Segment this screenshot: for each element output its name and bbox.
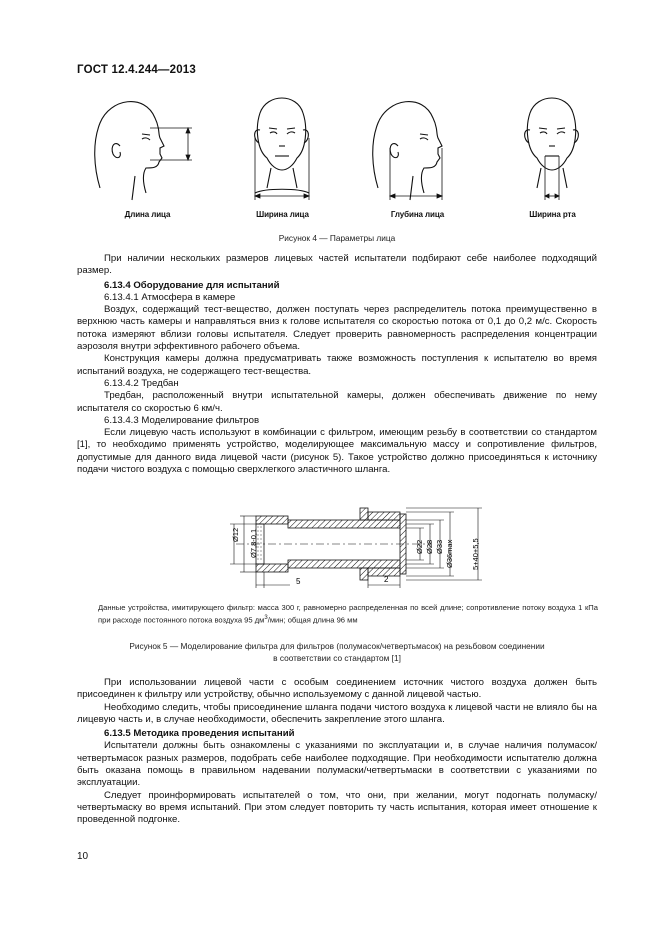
figure-5-caption [77, 640, 597, 664]
dim-2: 2 [384, 575, 389, 584]
figure-5-drawing [200, 498, 500, 590]
figure-4 [80, 88, 620, 228]
dim-total-length: 5+40+5,5 [471, 538, 480, 570]
paragraph-chamber-air: Воздух, содержащий тест-вещество, должен поступать через распределитель потока преимущественно в верхнюю часть камеры и направляться вниз к голове испытателя со скоростью потока от 0,1 до 0,2 м/с. Скорость потока измеряют вблизи головы испытателя. Следует проверить равномерность распределения концентрации аэрозоля внутри эффективного рабочего объема. [77, 304, 597, 353]
paragraph-instructions: Испытатели должны быть ознакомлены с указаниями по эксплуатации и, в случае наличия полумасок/четвертьмасок разных размеров, подобрать себе наиболее подходящие. При необходимости испытателю должна быть оказана помощь в правильном надевании полумаски/четвертьмаски в соответствии с указаниями по эксплуатации. [77, 740, 597, 789]
face-length-label: Длина лица [124, 210, 171, 219]
flange-bottom [360, 568, 368, 580]
section-6-13-4-2-heading: 6.13.4.2 Тредбан [104, 377, 179, 389]
dim-d12: Ø12 [231, 527, 240, 542]
note-text-2: /мин; общая длина 96 мм [267, 615, 358, 625]
frontal-head-mouth-icon [485, 88, 620, 208]
dim-5: 5 [296, 577, 301, 586]
text-block-2 [77, 677, 597, 827]
section-6-13-4-heading: 6.13.4 Оборудование для испытаний [104, 279, 280, 291]
section-6-13-5-heading: 6.13.5 Методика проведения испытаний [104, 728, 295, 740]
dim-d22: Ø22 [415, 539, 424, 554]
document-header: ГОСТ 12.4.244—2013 [77, 64, 196, 76]
profile-head-icon [80, 88, 215, 208]
note-superscript: 3 [264, 615, 268, 621]
page-number: 10 [77, 851, 89, 862]
note-text-1: Данные устройства, имитирующего фильтр: масса 300 г, равномерно распределенная по всей длине; сопротивление потоку воздуха 1 кПа при расходе постоянного потока воздуха 95 дм [98, 603, 598, 625]
flange-top [360, 508, 368, 520]
profile-head-depth-icon [350, 88, 485, 208]
figure-5-note [98, 602, 598, 626]
mouth-width-label: Ширина рта [529, 210, 576, 219]
paragraph-sizes: При наличии нескольких размеров лицевых частей испытатели подбирают себе наиболее подходящий размер. [77, 253, 597, 277]
face-length-drawing [80, 88, 215, 223]
thread-bottom [256, 564, 288, 572]
body-wall-bottom [288, 560, 400, 568]
mouth-width-drawing [485, 88, 620, 223]
section-6-13-4-3-heading: 6.13.4.3 Моделирование фильтров [104, 414, 260, 426]
end-cap [400, 514, 406, 574]
paragraph-special-connection: При использовании лицевой части с особым соединением источник чистого воздуха должен быть присоединен к фильтру или устройству, обычно используемому с данной лицевой частью. [77, 677, 597, 701]
dim-d28: Ø28 [425, 539, 434, 554]
face-depth-label: Глубина лица [390, 210, 445, 219]
face-depth-drawing [350, 88, 485, 223]
dim-d36max: Ø36max [445, 539, 454, 568]
paragraph-chamber-design: Конструкция камеры должна предусматривать также возможность поступления к испытателю во время испытаний воздуха, не содержащего тест-вещества. [77, 353, 597, 377]
paragraph-treadmill: Тредбан, расположенный внутри испытательной камеры, должен обеспечивать движение по нему испытателя со скоростью 6 км/ч. [77, 390, 597, 414]
paragraph-adjustment: Следует проинформировать испытателей о том, что они, при желании, могут подогнать полумаску/четвертьмаску во время испытаний. При этом следует повторить ту часть испытания, которая имеет отношение к проведенной подгонке. [77, 789, 597, 826]
paragraph-filter-modelling: Если лицевую часть используют в комбинации с фильтром, имеющим резьбу в соответствии со стандартом [1], то необходимо применять устройство, моделирующее максимальную массу и сопротивление фильтров, допустимые для данного вида лицевой части (рисунок 5). Такое устройство должно присоединяться к источнику подачи чистого воздуха с помощью сверхлегкого эластичного шланга. [77, 427, 597, 476]
section-6-13-4-1-heading: 6.13.4.1 Атмосфера в камере [104, 291, 236, 303]
figure-4-caption: Рисунок 4 — Параметры лица [278, 233, 396, 243]
dim-d7-8: Ø7,8-0,1 [249, 528, 258, 558]
body-wall-top [288, 520, 400, 528]
thread-top [256, 516, 288, 524]
face-width-label: Ширина лица [256, 210, 309, 219]
text-block-1 [77, 253, 597, 476]
dim-d33: Ø33 [435, 539, 444, 554]
figure-5-caption-line-2: в соответствии со стандартом [1] [273, 653, 401, 663]
face-width-drawing [215, 88, 350, 223]
figure-5-caption-line-1: Рисунок 5 — Моделирование фильтра для фильтров (полумасок/четвертьмасок) на резьбовом соединении [129, 641, 545, 651]
frontal-head-icon [215, 88, 350, 208]
paragraph-hose-attachment: Необходимо следить, чтобы присоединение шланга подачи чистого воздуха к лицевой части не влияло бы на лицевую часть и, в случае необходимости, обеспечить закрепление этого шланга. [77, 701, 597, 725]
